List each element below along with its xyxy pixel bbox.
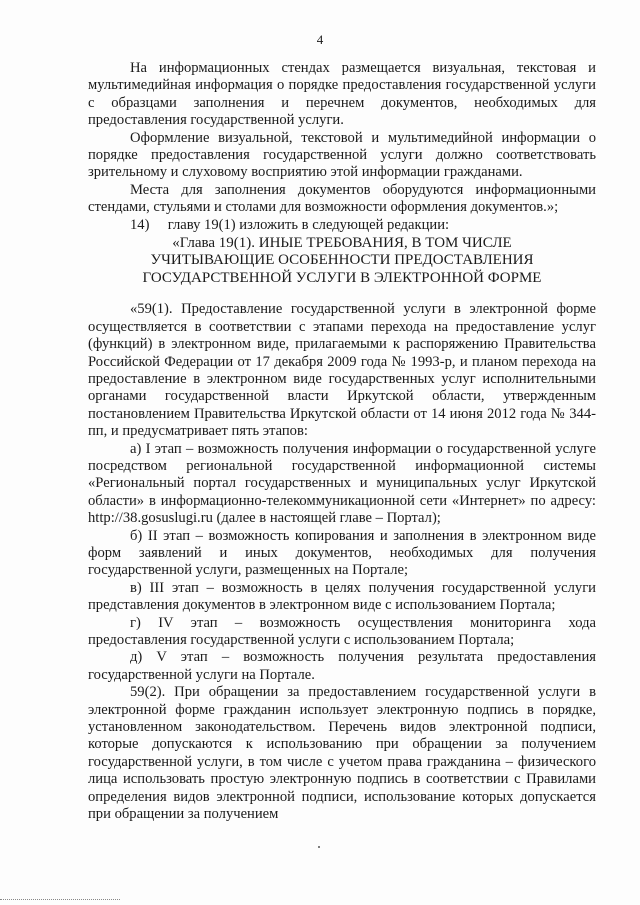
document-body [88,60,596,823]
paragraph-stands-info: На информационных стендах размещается визуальная, текстовая и мультимедийная информация о порядке предоставления государственной услуги с образцами заполнения и перечнем документов, необходимых для предоставления государственной услуги. [88,60,596,129]
paragraph-stage-3: в) III этап – возможность в целях получения государственной услуги представления документов в электронном виде с использованием Портала; [88,579,596,614]
chapter-heading-line-2: УЧИТЫВАЮЩИЕ ОСОБЕННОСТИ ПРЕДОСТАВЛЕНИЯ [150,252,534,269]
paragraph-stage-1: а) I этап – возможность получения информации о государственной услуге посредством региональной государственной информационной системы «Региональный портал государственных и муниципальных услуг Иркутской области» в информационно-телекоммуникационной сети «Интернет» по адресу: http://38.gosuslugi.ru (далее в настоящей главе – Портал); [88,440,596,527]
scan-speck [318,846,320,848]
paragraph-59-2: 59(2). При обращении за предоставлением государственной услуги в электронной форме гражданин использует электронную подпись в порядке, установленном законодательством. Перечень видов электронной подписи, которые допускаются к использованию при обращении за получением государственной услуги, в том числе с учетом права гражданина – физического лица использовать простую электронную подпись в соответствии с Правилами определения видов электронной подписи, использование которых допускается при обращении за получением [88,684,596,823]
chapter-heading-line-3: ГОСУДАРСТВЕННОЙ УСЛУГИ В ЭЛЕКТРОННОЙ ФОРМЕ [142,269,542,286]
paragraph-stage-4: г) IV этап – возможность осуществления мониторинга хода предоставления государственной услуги с использованием Портала; [88,614,596,648]
paragraph-59-1: «59(1). Предоставление государственной услуги в электронной форме осуществляется в соответствии с этапами перехода на предоставление услуг (функций) в электронном виде, прилагаемыми к распоряжению Правительства Российской Федерации от 17 декабря 2009 года № 1993-р, и планом перехода на предоставление в электронном виде государственных услуг исполнительными органами государственной власти Иркутской области, утвержденным постановлением Правительства Иркутской области от 14 июня 2012 года № 344-пп, и предусматривает пять этапов: [88,301,596,440]
paragraph-stage-2: б) II этап – возможность копирования и заполнения в электронном виде форм заявлений и иных документов, необходимых для получения государственной услуги, размещенных на Портале; [88,527,596,579]
page-number: 4 [316,32,324,47]
paragraph-stage-5: д) V этап – возможность получения результата предоставления государственной услуги на Портале. [88,649,596,683]
chapter-heading-line-1: «Глава 19(1). ИНЫЕ ТРЕБОВАНИЯ, В ТОМ ЧИСЛЕ [172,235,512,252]
paragraph-item-14: 14) главу 19(1) изложить в следующей редакции: [130,216,450,233]
chapter-heading [88,235,596,287]
footer-dotted-mark [0,899,120,901]
paragraph-visual-design: Оформление визуальной, текстовой и мультимедийной информации о порядке предоставления государственной услуги должно соответствовать зрительному и слуховому восприятию этой информации гражданами. [88,129,596,181]
paragraph-places-equipment: Места для заполнения документов оборудуются информационными стендами, стульями и столами для возможности оформления документов.»; [88,181,596,216]
